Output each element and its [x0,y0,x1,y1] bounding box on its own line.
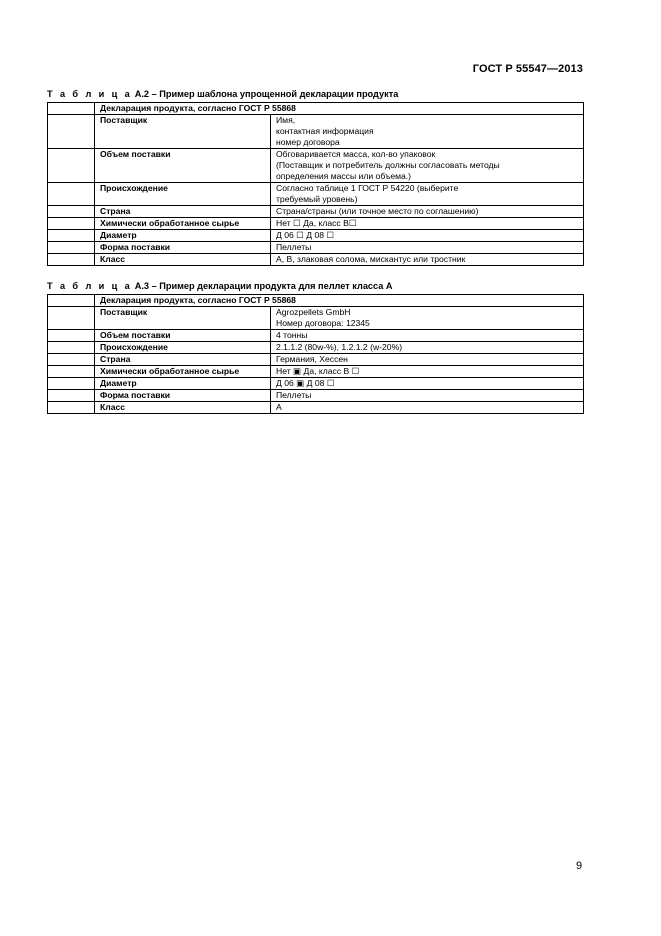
row-label: Форма поставки [95,242,271,254]
row-label: Диаметр [95,378,271,390]
table-row-stub [48,330,95,342]
table-row [48,218,584,230]
row-value-line: Согласно таблице 1 ГОСТ Р 54220 (выберите [276,183,459,193]
row-value-line: контактная информация [276,126,374,136]
row-value [271,230,584,242]
table-row-stub [48,295,95,307]
table-row-stub [48,254,95,266]
row-value [271,342,584,354]
table-row [48,183,584,206]
row-value-line: Пеллеты [276,390,312,400]
row-value [271,183,584,206]
row-value-line: 4 тонны [276,330,308,340]
row-label: Диаметр [95,230,271,242]
row-value-line: требуемый уровень) [276,194,358,204]
row-value-line: А [276,402,282,412]
table-a2-title-row [48,103,584,115]
row-label: Форма поставки [95,390,271,402]
row-value [271,218,584,230]
row-value-line: Обговаривается масса, кол-во упаковок [276,149,436,159]
row-value [271,378,584,390]
table-row [48,378,584,390]
table-row-stub [48,230,95,242]
row-value-line: Страна/страны (или точное место по соглашению) [276,206,479,216]
row-label: Страна [95,206,271,218]
row-value [271,206,584,218]
table-a3-title: Декларация продукта, согласно ГОСТ Р 55868 [95,295,584,307]
table-row-stub [48,149,95,183]
table-row [48,402,584,414]
row-label: Поставщик [95,307,271,330]
table-row-stub [48,366,95,378]
row-value-line: определения массы или объема.) [276,171,412,181]
table-row-stub [48,390,95,402]
row-value [271,354,584,366]
row-value [271,330,584,342]
row-value [271,115,584,149]
table-row [48,115,584,149]
row-value-line: Д 06 ☐ Д 08 ☐ [276,230,335,240]
table-row-stub [48,342,95,354]
table-a2 [47,102,584,266]
row-label: Поставщик [95,115,271,149]
row-label: Класс [95,402,271,414]
table-a3-caption-prefix: Т а б л и ц а [47,281,133,291]
table-row [48,149,584,183]
row-label: Страна [95,354,271,366]
row-value-line: (Поставщик и потребитель должны согласовать методы [276,160,500,170]
table-a2-title: Декларация продукта, согласно ГОСТ Р 55868 [95,103,584,115]
row-value-line: Имя, [276,115,296,125]
row-value-line: Нет ▣ Да, класс В ☐ [276,366,360,376]
table-row-stub [48,218,95,230]
table-row-stub [48,206,95,218]
row-value-line: Германия, Хессен [276,354,348,364]
table-row [48,230,584,242]
table-row-stub [48,183,95,206]
table-row [48,366,584,378]
table-row [48,354,584,366]
table-row-stub [48,354,95,366]
table-a3-caption-text: А.3 – Пример декларации продукта для пеллет класса А [134,281,393,291]
row-value-line: Номер договора: 12345 [276,318,370,328]
row-label: Химически обработанное сырье [95,366,271,378]
table-row-stub [48,103,95,115]
table-row-stub [48,378,95,390]
row-value [271,242,584,254]
table-row [48,206,584,218]
row-label: Объем поставки [95,149,271,183]
row-value-line: номер договора [276,137,340,147]
table-row-stub [48,402,95,414]
table-row [48,342,584,354]
row-label: Происхождение [95,342,271,354]
document-standard-header: ГОСТ Р 55547—2013 [472,63,583,75]
table-row-stub [48,242,95,254]
row-label: Класс [95,254,271,266]
row-value [271,402,584,414]
table-row-stub [48,307,95,330]
row-value [271,307,584,330]
table-row-stub [48,115,95,149]
table-a2-caption-prefix: Т а б л и ц а [47,89,133,99]
row-value [271,390,584,402]
row-label: Объем поставки [95,330,271,342]
table-a3 [47,294,584,414]
page-number: 9 [576,860,583,872]
table-a3-caption [47,281,393,291]
table-row [48,307,584,330]
row-value-line: 2.1.1.2 (80w-%), 1.2.1.2 (w-20%) [276,342,403,352]
table-row [48,330,584,342]
table-a3-title-row [48,295,584,307]
table-row [48,254,584,266]
table-row [48,242,584,254]
row-value [271,254,584,266]
table-a2-caption-text: А.2 – Пример шаблона упрощенной декларации продукта [134,89,399,99]
row-value [271,366,584,378]
row-value-line: Agrozpellets GmbH [276,307,351,317]
table-row [48,390,584,402]
row-value-line: Пеллеты [276,242,312,252]
row-value-line: А, В, злаковая солома, мискантус или тростник [276,254,466,264]
row-value [271,149,584,183]
row-label: Химически обработанное сырье [95,218,271,230]
row-value-line: Д 06 ▣ Д 08 ☐ [276,378,335,388]
row-label: Происхождение [95,183,271,206]
table-a2-caption [47,89,398,99]
row-value-line: Нет ☐ Да, класс В☐ [276,218,357,228]
